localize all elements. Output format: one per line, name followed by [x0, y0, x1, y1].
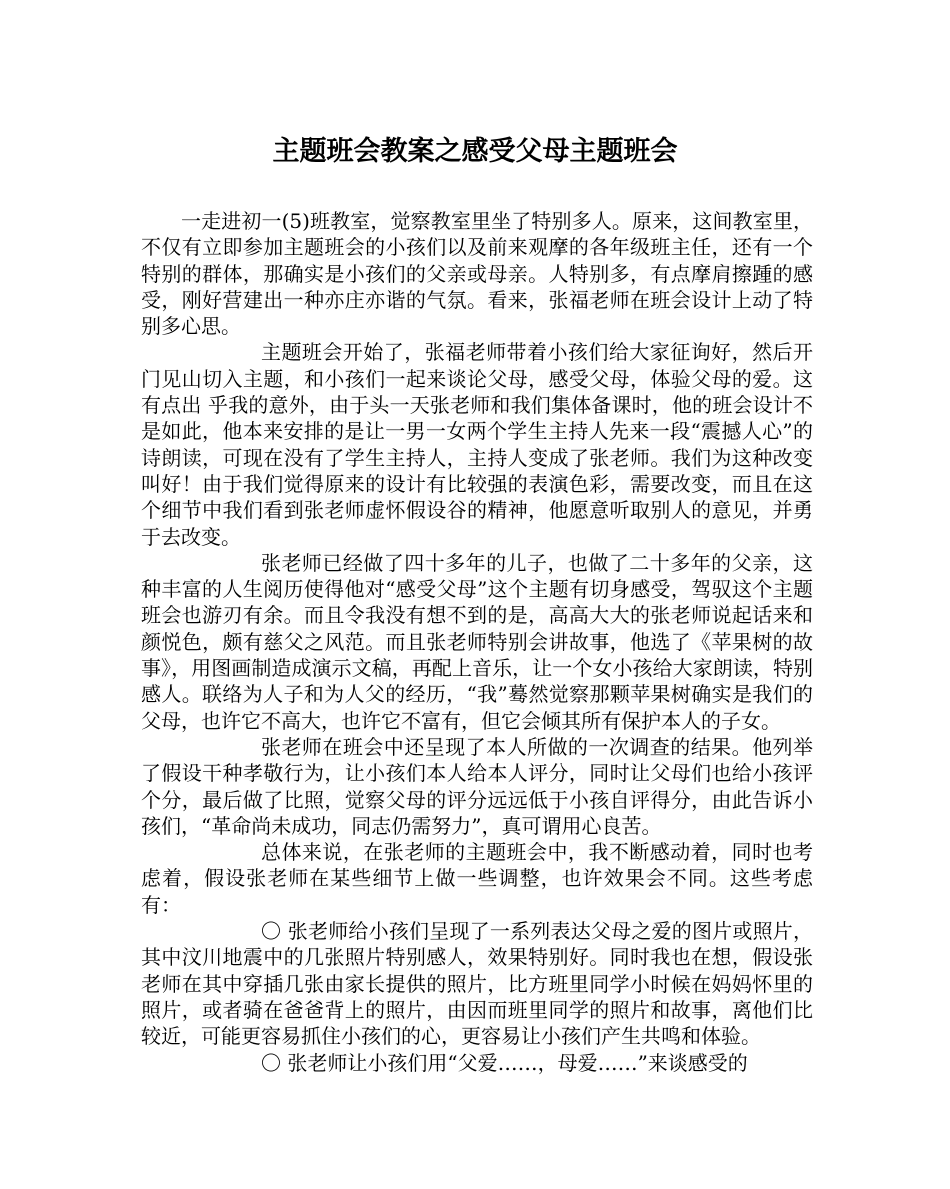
paragraph-6: 〇 张老师给小孩们呈现了一系列表达父母之爱的图片或照片，其中汶川地震中的几张照片特别感人，效果特别好。同时我也在想，假设张老师在其中穿插几张由家长提供的照片，比方班里同学小时候在妈妈怀里的照片，或者骑在爸爸背上的照片，由因而班里同学的照片和故事，离他们比较近，可能更容易抓住小孩们的心，更容易让小孩们产生共鸣和体验。 — [141, 919, 813, 1049]
paragraph-2: 主题班会开始了，张福老师带着小孩们给大家征询好，然后开门见山切入主题，和小孩们一起来谈论父母，感受父母，体验父母的爱。这有点出 乎我的意外，由于头一天张老师和我们集体备课时，他的班会设计不是如此，他本来安排的是让一男一女两个学生主持人先来一段“震撼人心”的诗朗读，可现在没有了学生主持人，主持人变成了张老师。我们为这种改变叫好！由于我们觉得原来的设计有比较强的表演色彩，需要改变，而且在这个细节中我们看到张老师虚怀假设谷的精神，他愿意听取别人的意见，并勇于去改变。 — [141, 340, 813, 549]
paragraph-4: 张老师在班会中还呈现了本人所做的一次调查的结果。他列举了假设干种孝敬行为，让小孩们本人给本人评分，同时让父母们也给小孩评个分，最后做了比照，觉察父母的评分远远低于小孩自评得分，由此告诉小孩们，“革命尚未成功，同志仍需努力”，真可谓用心良苦。 — [141, 734, 813, 838]
paragraph-5: 总体来说，在张老师的主题班会中，我不断感动着，同时也考虑着，假设张老师在某些细节上做一些调整，也许效果会不同。这些考虑有： — [141, 840, 813, 917]
paragraph-7: 〇 张老师让小孩们用“父爱……，母爱……”来谈感受的 — [261, 1050, 748, 1075]
document-title: 主题班会教案之感受父母主题班会 — [272, 136, 678, 167]
document-body — [141, 208, 813, 1076]
paragraph-1: 一走进初一(5)班教室，觉察教室里坐了特别多人。原来，这间教室里，不仅有立即参加主题班会的小孩们以及前来观摩的各年级班主任，还有一个特别的群体，那确实是小孩们的父亲或母亲。人特别多，有点摩肩擦踵的感受，刚好营建出一种亦庄亦谐的气氛。看来，张福老师在班会设计上动了特别多心思。 — [141, 209, 813, 339]
paragraph-3: 张老师已经做了四十多年的儿子，也做了二十多年的父亲，这种丰富的人生阅历使得他对“感受父母”这个主题有切身感受，驾驭这个主题班会也游刃有余。而且令我没有想不到的是，高高大大的张老师说起话来和颜悦色，颇有慈父之风范。而且张老师特别会讲故事，他选了《苹果树的故事》，用图画制造成演示文稿，再配上音乐，让一个女小孩给大家朗读，特别感人。联络为人子和为人父的经历，“我”蓦然觉察那颗苹果树确实是我们的父母，也许它不高大，也许它不富有，但它会倾其所有保护本人的子女。 — [141, 550, 813, 733]
